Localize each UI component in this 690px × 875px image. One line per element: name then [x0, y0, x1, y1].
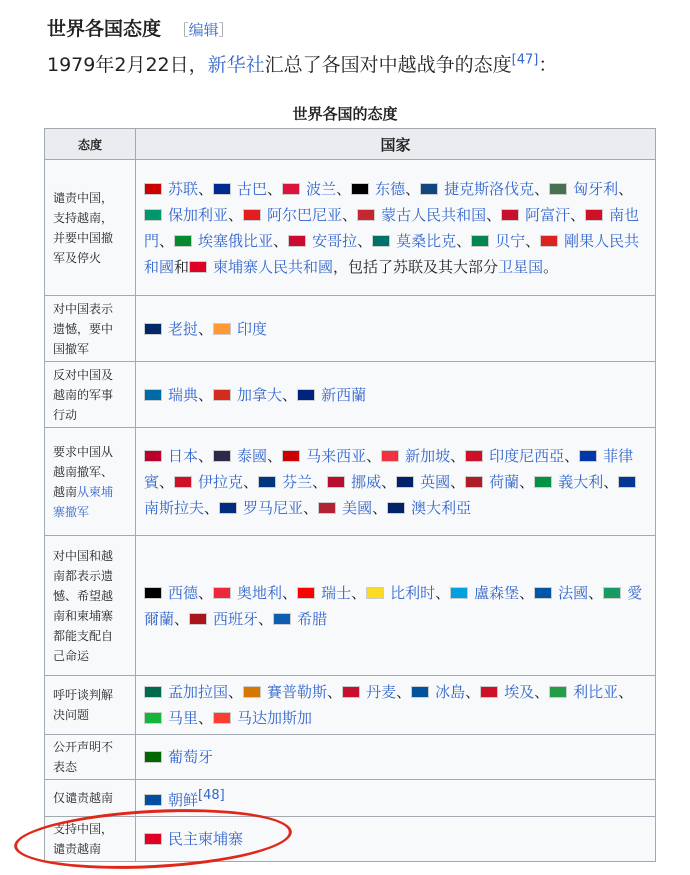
attitude-link[interactable]: 从柬埔 寨撤军 — [53, 484, 114, 519]
separator: 、 — [336, 179, 352, 198]
countries-cell — [136, 428, 656, 536]
flag-icon — [213, 587, 231, 599]
edit-link[interactable]: 编辑 — [188, 21, 219, 39]
flag-icon — [282, 183, 300, 195]
countries-cell — [136, 735, 656, 780]
separator: 、 — [267, 179, 283, 198]
flag-icon — [357, 209, 375, 221]
separator: 、 — [198, 319, 214, 338]
flag-icon — [585, 209, 603, 221]
countries-cell — [136, 676, 656, 735]
flag-icon — [471, 235, 489, 247]
separator: 、 — [198, 583, 214, 602]
flag-icon — [174, 476, 192, 488]
separator: 、 — [258, 609, 274, 628]
separator: 、 — [618, 179, 634, 198]
attitude-text: 支持中国， 谴责越南 — [53, 822, 114, 856]
flag-icon — [189, 261, 207, 273]
separator: 、 — [228, 205, 244, 224]
flag-icon — [273, 613, 291, 625]
table-row — [45, 296, 656, 362]
flag-icon — [534, 476, 552, 488]
header-countries: 国家 — [136, 129, 656, 160]
table-row — [45, 362, 656, 428]
row-note: ，包括了苏联及其大部分 — [333, 257, 499, 276]
separator: 、 — [519, 472, 535, 491]
separator: 、 — [405, 179, 421, 198]
flag-icon — [174, 235, 192, 247]
separator: 、 — [357, 231, 373, 250]
separator: 、 — [603, 472, 619, 491]
table-caption: 世界各国的态度 — [292, 105, 398, 123]
separator: 、 — [198, 709, 214, 727]
separator: 、 — [303, 498, 319, 517]
flag-icon — [396, 476, 414, 488]
flag-icon — [243, 209, 261, 221]
flag-icon — [213, 712, 231, 724]
separator: 、 — [372, 498, 388, 517]
flag-icon — [318, 502, 336, 514]
country-link[interactable]: 西德 — [168, 583, 199, 602]
country-link[interactable]: 丹麦 — [366, 683, 397, 701]
flag-icon — [144, 450, 162, 462]
reference-47[interactable]: [47] — [511, 52, 539, 68]
flag-icon — [144, 183, 162, 195]
country-link[interactable]: 马达加斯加 — [237, 709, 313, 727]
attitude-cell — [45, 676, 136, 735]
country-link[interactable]: 马里 — [168, 709, 199, 727]
separator: 、 — [486, 205, 502, 224]
country-link[interactable]: 捷克斯洛伐克 — [444, 179, 535, 198]
flag-icon — [144, 686, 162, 698]
flag-icon — [411, 686, 429, 698]
country-link[interactable]: 日本 — [168, 446, 199, 465]
flag-icon — [465, 476, 483, 488]
table-header-row — [45, 129, 656, 160]
reference-48[interactable]: [48] — [198, 788, 225, 803]
attitude-cell — [45, 296, 136, 362]
table-row — [45, 735, 656, 780]
country-link[interactable]: 阿尔巴尼亚 — [267, 205, 343, 224]
xinhua-link[interactable]: 新华社 — [207, 54, 265, 76]
flag-icon — [549, 183, 567, 195]
country-link[interactable]: 盧森堡 — [474, 583, 520, 602]
country-link[interactable]: 英國 — [420, 472, 451, 491]
flag-icon — [144, 794, 162, 806]
flag-icon — [387, 502, 405, 514]
section-heading — [47, 14, 234, 41]
flag-icon — [297, 587, 315, 599]
separator: 、 — [327, 683, 343, 701]
flag-icon — [213, 450, 231, 462]
attitude-text: 仅谴责越南 — [53, 791, 114, 805]
separator: 、 — [465, 683, 481, 701]
separator: 、 — [174, 609, 190, 628]
separator: 、 — [519, 583, 535, 602]
table-row — [45, 160, 656, 296]
attitude-cell — [45, 735, 136, 780]
separator: 、 — [159, 472, 175, 491]
attitude-text: 公开声明不 表态 — [53, 740, 114, 774]
country-link[interactable]: 阿富汗 — [525, 205, 571, 224]
country-link[interactable]: 義大利 — [558, 472, 604, 491]
separator: 、 — [618, 683, 634, 701]
table-row — [45, 536, 656, 676]
separator: 、 — [381, 472, 397, 491]
row-note-end: 。 — [543, 257, 559, 276]
separator: 、 — [282, 583, 298, 602]
flag-icon — [480, 686, 498, 698]
country-link[interactable]: 柬埔寨人民共和國 — [213, 257, 334, 276]
country-link[interactable]: 民主柬埔寨 — [168, 830, 244, 848]
country-link[interactable]: 瑞典 — [168, 385, 199, 404]
intro-paragraph — [47, 50, 557, 77]
separator: 、 — [564, 446, 580, 465]
country-link[interactable]: 比利时 — [390, 583, 436, 602]
flag-icon — [549, 686, 567, 698]
intro-prefix: 1979年2月22日， — [47, 54, 208, 76]
countries-cell — [136, 536, 656, 676]
flag-icon — [213, 183, 231, 195]
flag-icon — [189, 613, 207, 625]
country-link[interactable]: 波兰 — [306, 179, 337, 198]
flag-icon — [420, 183, 438, 195]
separator: 、 — [456, 231, 472, 250]
table-row — [45, 428, 656, 536]
flag-icon — [243, 686, 261, 698]
flag-icon — [465, 450, 483, 462]
country-link[interactable]: 法國 — [558, 583, 589, 602]
flag-icon — [258, 476, 276, 488]
country-link[interactable]: 南斯拉夫 — [144, 498, 205, 517]
country-link[interactable]: 蒙古人民共和国 — [381, 205, 487, 224]
country-link[interactable]: 新加坡 — [405, 446, 451, 465]
flag-icon — [144, 587, 162, 599]
flag-icon — [450, 587, 468, 599]
country-link[interactable]: 埃塞俄比亚 — [198, 231, 274, 250]
attitude-cell — [45, 536, 136, 676]
flag-icon — [366, 587, 384, 599]
table-row — [45, 676, 656, 735]
country-link[interactable]: 苏联 — [168, 179, 199, 198]
country-link[interactable]: 古巴 — [237, 179, 268, 198]
separator: 、 — [450, 472, 466, 491]
separator: 、 — [198, 179, 214, 198]
country-link[interactable]: 挪威 — [351, 472, 382, 491]
flag-icon — [213, 323, 231, 335]
country-link[interactable]: 利比亚 — [573, 683, 619, 701]
country-link[interactable]: 泰國 — [237, 446, 268, 465]
country-link[interactable]: 澳大利亞 — [411, 498, 472, 517]
country-link[interactable]: 朝鲜 — [168, 791, 199, 809]
attitude-text: 要求中国从 越南撤军、 越南 — [53, 444, 114, 499]
country-link[interactable]: 埃及 — [504, 683, 535, 701]
country-link[interactable]: 芬兰 — [282, 472, 313, 491]
attitude-text: 谴责中国， 支持越南， 并要中国撤 军及停火 — [53, 190, 114, 265]
separator: 、 — [282, 385, 298, 404]
separator: 、 — [198, 446, 214, 465]
country-link[interactable]: 菲律賓 — [144, 446, 634, 491]
country-link[interactable]: 加拿大 — [237, 385, 283, 404]
flag-icon — [144, 389, 162, 401]
countries-cell — [136, 160, 656, 296]
table-body — [45, 160, 656, 862]
country-link[interactable]: 马来西亚 — [306, 446, 367, 465]
flag-icon — [213, 389, 231, 401]
attitude-text: 反对中国及 越南的军事 行动 — [53, 367, 114, 422]
section-title: 世界各国态度 — [47, 18, 162, 40]
attitude-cell — [45, 160, 136, 296]
satellite-state-link[interactable]: 卫星国 — [498, 257, 544, 276]
flag-icon — [603, 587, 621, 599]
flag-icon — [540, 235, 558, 247]
country-link[interactable]: 安哥拉 — [312, 231, 358, 250]
separator: 、 — [534, 683, 550, 701]
flag-icon — [327, 476, 345, 488]
flag-icon — [372, 235, 390, 247]
separator: 、 — [198, 385, 214, 404]
separator: 、 — [228, 683, 244, 701]
country-link[interactable]: 匈牙利 — [573, 179, 619, 198]
edit-bracket-close: ］ — [218, 21, 234, 39]
separator: 、 — [312, 472, 328, 491]
separator: 、 — [351, 583, 367, 602]
flag-icon — [297, 389, 315, 401]
attitude-text: 对中国表示 遗憾，要中 国撤军 — [53, 301, 114, 356]
separator: 、 — [159, 231, 175, 250]
country-link[interactable]: 印度 — [237, 319, 268, 338]
separator: 和 — [174, 257, 190, 276]
separator: 、 — [396, 683, 412, 701]
country-link[interactable]: 葡萄牙 — [168, 748, 214, 766]
country-link[interactable]: 剛果人民共和國 — [144, 231, 640, 276]
attitude-cell — [45, 428, 136, 536]
country-link[interactable]: 西班牙 — [213, 609, 259, 628]
country-link[interactable]: 罗马尼亚 — [243, 498, 304, 517]
flag-icon — [144, 323, 162, 335]
country-link[interactable]: 伊拉克 — [198, 472, 244, 491]
attitude-text: 对中国和越 南都表示遗 憾、希望越 南和柬埔寨 都能支配自 己命运 — [53, 548, 114, 663]
separator: 、 — [435, 583, 451, 602]
separator: 、 — [366, 446, 382, 465]
attitude-text: 呼吁谈判解 决问题 — [53, 688, 114, 722]
countries-cell — [136, 296, 656, 362]
edit-section — [174, 21, 234, 39]
country-link[interactable]: 东德 — [375, 179, 406, 198]
countries-cell — [136, 362, 656, 428]
country-link[interactable]: 新西蘭 — [321, 385, 367, 404]
flag-icon — [144, 751, 162, 763]
flag-icon — [219, 502, 237, 514]
country-link[interactable]: 莫桑比克 — [396, 231, 457, 250]
flag-icon — [144, 209, 162, 221]
attitude-cell — [45, 362, 136, 428]
separator: 、 — [273, 231, 289, 250]
separator: 、 — [450, 446, 466, 465]
flag-icon — [501, 209, 519, 221]
separator: 、 — [342, 205, 358, 224]
flag-icon — [579, 450, 597, 462]
flag-icon — [351, 183, 369, 195]
attitudes-table — [44, 128, 656, 862]
flag-icon — [282, 450, 300, 462]
country-link[interactable]: 瑞士 — [321, 583, 352, 602]
country-link[interactable]: 贝宁 — [495, 231, 526, 250]
separator: 、 — [243, 472, 259, 491]
separator: 、 — [588, 583, 604, 602]
country-link[interactable]: 冰島 — [435, 683, 466, 701]
country-link[interactable]: 愛爾蘭 — [144, 583, 643, 628]
country-link[interactable]: 荷蘭 — [489, 472, 520, 491]
flag-icon — [381, 450, 399, 462]
country-link[interactable]: 賽普勒斯 — [267, 683, 328, 701]
header-attitude: 态度 — [45, 129, 136, 160]
country-link[interactable]: 印度尼西亞 — [489, 446, 565, 465]
flag-icon — [144, 712, 162, 724]
intro-end: ： — [538, 54, 558, 76]
flag-icon — [288, 235, 306, 247]
attitude-cell — [45, 780, 136, 817]
country-link[interactable]: 孟加拉国 — [168, 683, 229, 701]
separator: 、 — [525, 231, 541, 250]
separator: 、 — [570, 205, 586, 224]
country-link[interactable]: 美國 — [342, 498, 373, 517]
country-link[interactable]: 保加利亚 — [168, 205, 229, 224]
separator: 、 — [204, 498, 220, 517]
flag-icon — [618, 476, 636, 488]
intro-suffix: 汇总了各国对中越战争的态度 — [264, 54, 512, 76]
country-link[interactable]: 老挝 — [168, 319, 199, 338]
separator: 、 — [267, 446, 283, 465]
separator: 、 — [534, 179, 550, 198]
edit-bracket-open: ［ — [173, 21, 189, 39]
country-link[interactable]: 希腊 — [297, 609, 328, 628]
country-link[interactable]: 奥地利 — [237, 583, 283, 602]
country-link[interactable]: 南也門 — [144, 205, 640, 250]
flag-icon — [534, 587, 552, 599]
flag-icon — [342, 686, 360, 698]
